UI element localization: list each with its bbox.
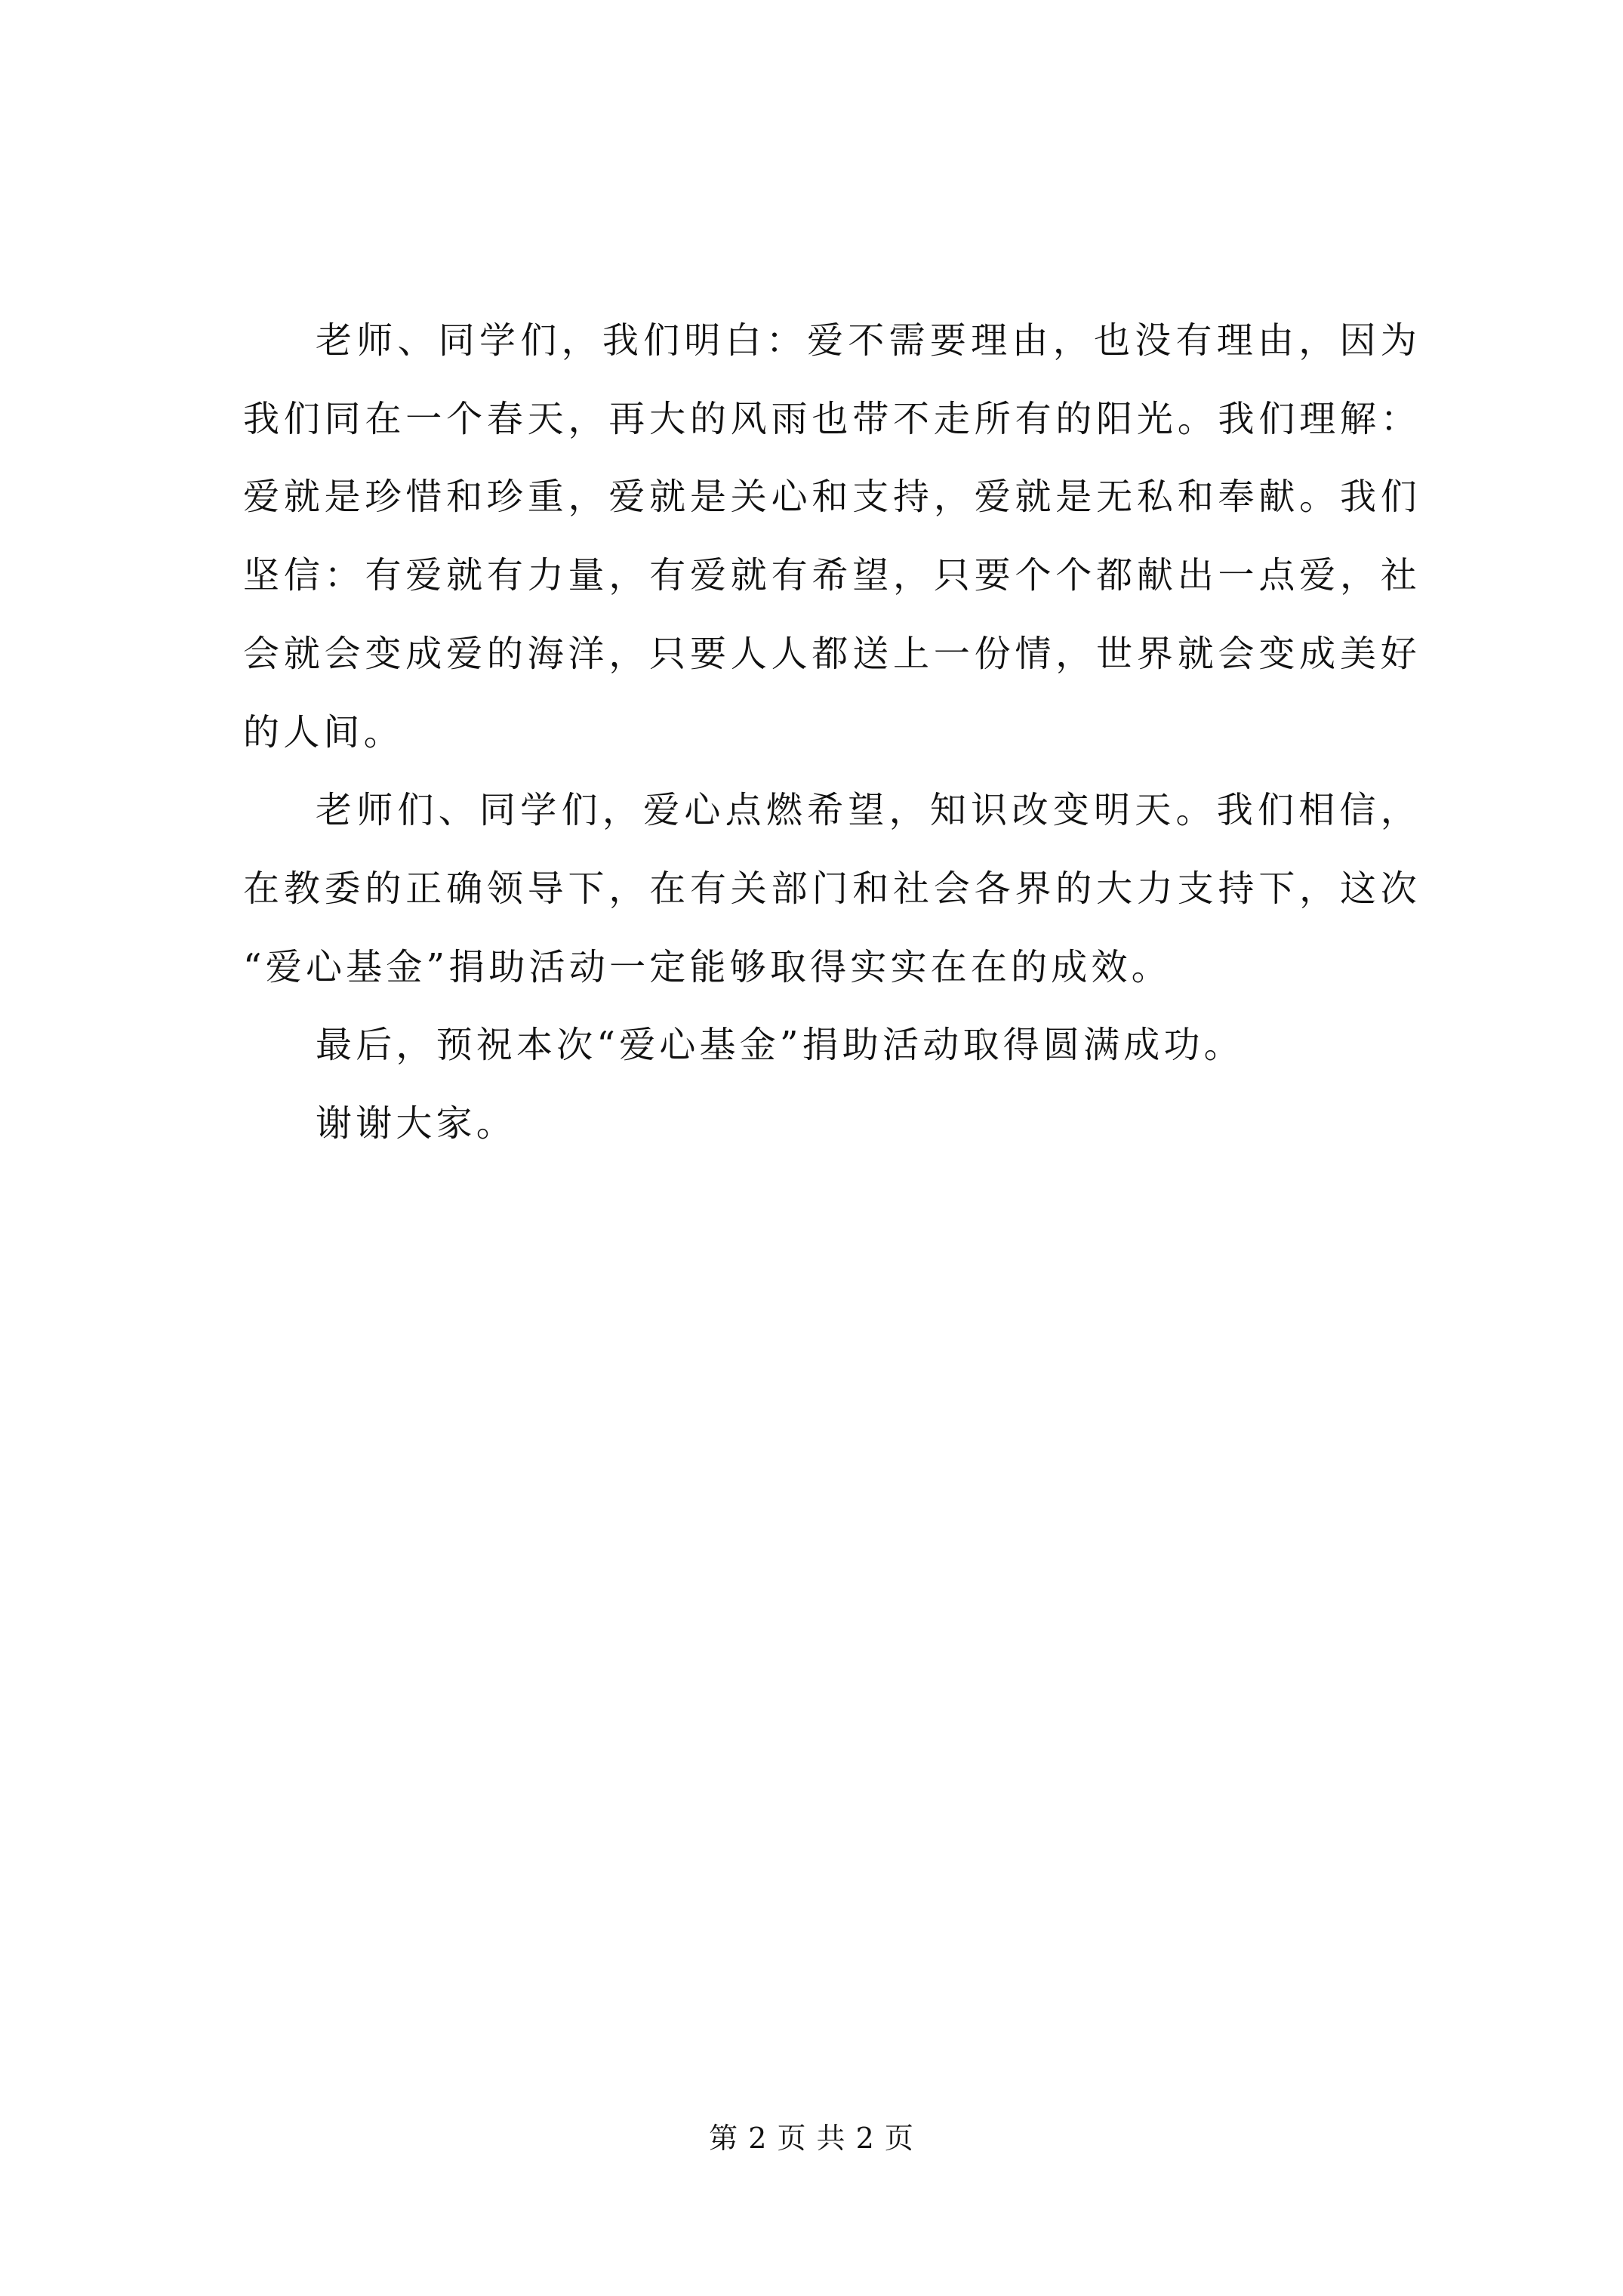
paragraph-3: 最后，预祝本次“爱心基金”捐助活动取得圆满成功。	[316, 1024, 1244, 1067]
paragraph-4: 谢谢大家。	[316, 1102, 517, 1145]
page-number-footer: 第 2 页 共 2 页	[709, 2122, 914, 2155]
paragraph-2: 老师们、同学们，爱心点燃希望，知识改变明天。我们相信，在教委的正确领导下，在有关部门和社会各界的大力支持下，这次“爱心基金”捐助活动一定能够取得实实在在的成效。	[243, 789, 1421, 988]
paragraph-1: 老师、同学们，我们明白：爱不需要理由，也没有理由，因为我们同在一个春天，再大的风雨也带不走所有的阳光。我们理解：爱就是珍惜和珍重，爱就是关心和支持，爱就是无私和奉献。我们坚信：有爱就有力量，有爱就有希望，只要个个都献出一点爱，社会就会变成爱的海洋，只要人人都送上一份情，世界就会变成美好的人间。	[243, 319, 1421, 754]
document-body	[243, 302, 1421, 1163]
